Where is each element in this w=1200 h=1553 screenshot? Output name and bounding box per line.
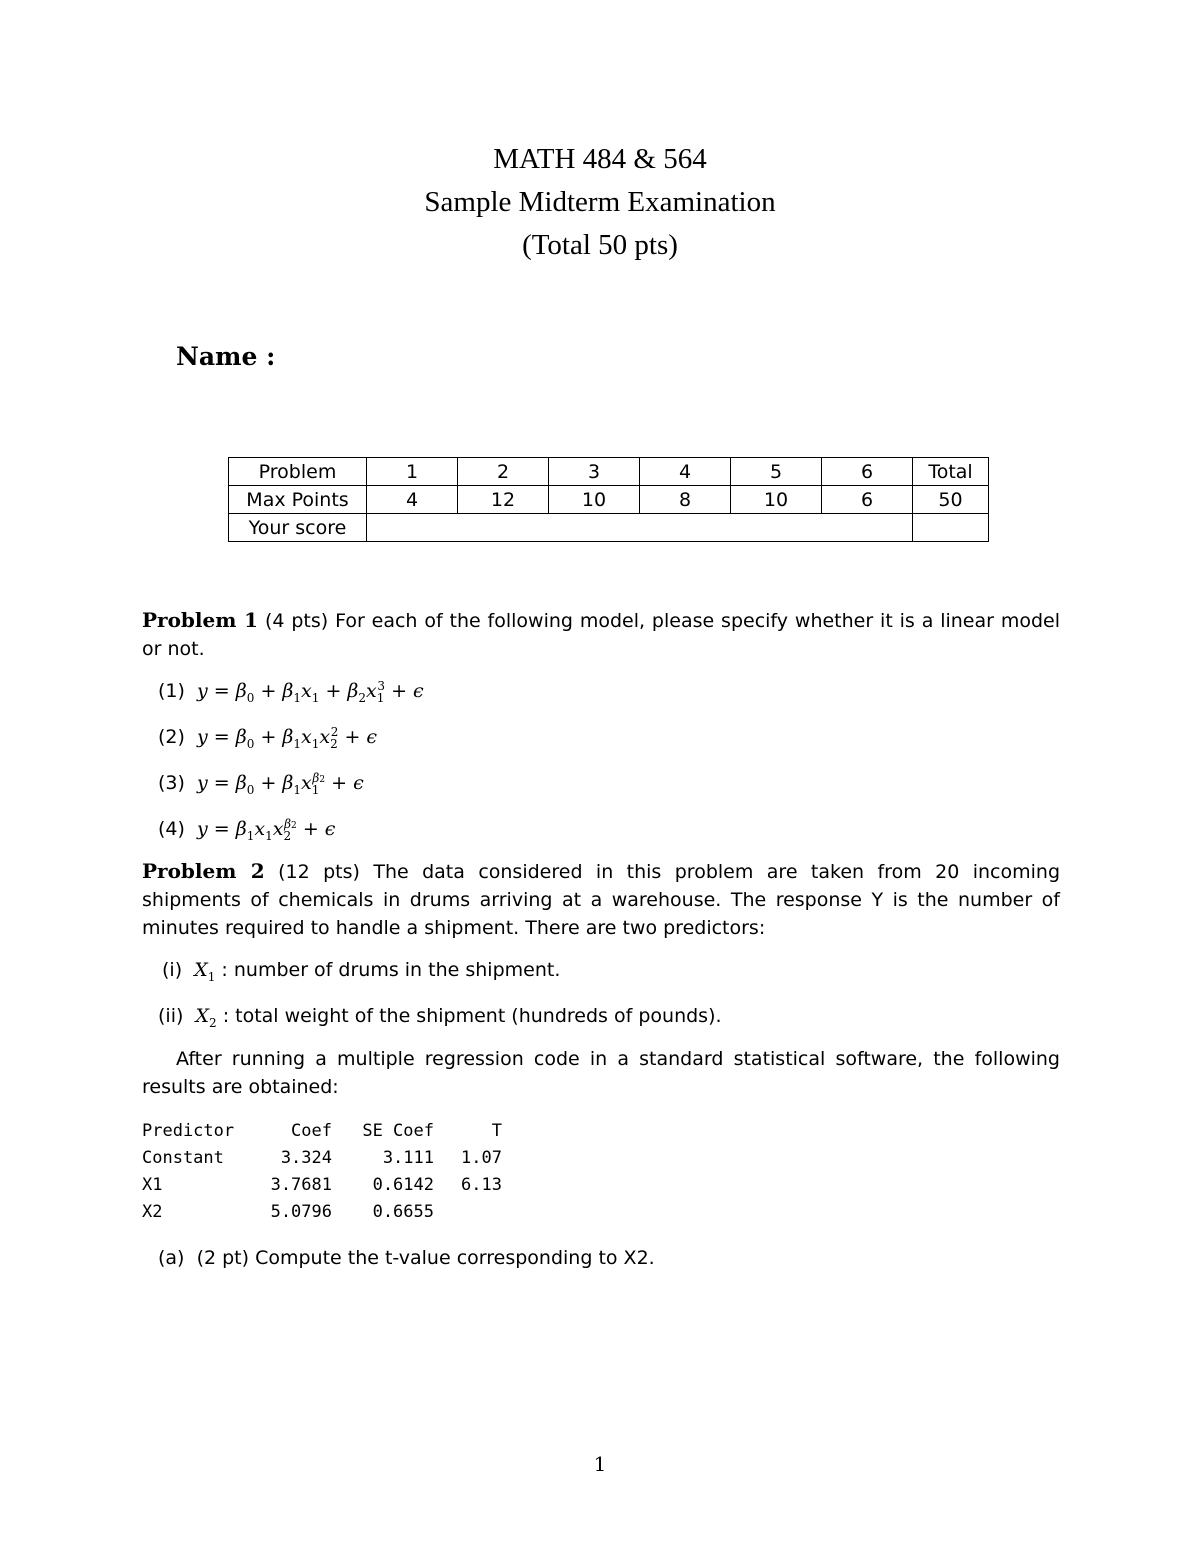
regression-cell: 3.324 (280, 1148, 332, 1168)
score-cell: 4 (640, 458, 731, 486)
total-cell: Total (913, 458, 989, 486)
problem1-intro (142, 606, 1060, 663)
course-title: MATH 484 & 564 (493, 143, 707, 175)
score-cell: 5 (731, 458, 822, 486)
total-score-entry-cell[interactable] (913, 514, 989, 542)
score-table-row (229, 458, 989, 486)
predictor-1-marker: (i) (162, 959, 183, 981)
score-cell: 6 (822, 458, 913, 486)
problem1-points: (4 pts) (264, 610, 329, 632)
problem2-heading: Problem 2 (142, 859, 265, 883)
score-table (228, 457, 989, 542)
score-row-label: Your score (229, 514, 367, 542)
name-label: Name : (176, 342, 276, 371)
score-cell: 8 (640, 486, 731, 514)
score-row-label: Problem (229, 458, 367, 486)
part-a (158, 1244, 655, 1272)
regression-cell (434, 1199, 502, 1226)
model-4 (158, 815, 335, 843)
regression-row (142, 1172, 502, 1199)
model-4-equation: $y = \beta_1x_1x_2^{\beta 2} + \epsilon$ (197, 816, 336, 843)
model-2-marker: (2) (158, 726, 185, 748)
model-3 (158, 769, 364, 797)
score-cell: 1 (367, 458, 458, 486)
regression-row (142, 1145, 502, 1172)
score-entry-cell[interactable] (367, 514, 913, 542)
model-2-equation: $y = \beta_0 + \beta_1x_1x_2^2 + \epsilon$ (197, 724, 378, 751)
regression-header-cell: Predictor (142, 1121, 235, 1141)
regression-cell: 3.111 (382, 1148, 434, 1168)
exam-title: Sample Midterm Examination (424, 186, 776, 218)
regression-cell: X1 (142, 1175, 163, 1195)
predictor-1-text: : number of drums in the shipment. (221, 959, 561, 981)
regression-cell: 0.6655 (372, 1202, 434, 1222)
regression-cell: 3.7681 (270, 1175, 332, 1195)
model-4-marker: (4) (158, 818, 185, 840)
regression-header-cell: SE Coef (362, 1121, 434, 1141)
score-cell: 10 (731, 486, 822, 514)
score-cell: 2 (458, 458, 549, 486)
predictor-2-text: : total weight of the shipment (hundreds of pounds). (222, 1005, 722, 1027)
model-2 (158, 723, 377, 751)
regression-header-cell: T (491, 1121, 502, 1141)
problem2-text: The data considered in this problem are taken from 20 incoming shipments of chemicals in drums arriving at a warehouse. The response Y is the number of minutes required to handle a shipment. There are two predictors: (142, 861, 1061, 939)
regression-header-row (142, 1118, 502, 1145)
model-3-equation: $y = \beta_0 + \beta_1x_1^{\beta 2} + \epsilon$ (197, 770, 364, 797)
predictor-2-symbol: $X_2$ (195, 1005, 217, 1030)
model-3-marker: (3) (158, 772, 185, 794)
score-cell: 3 (549, 458, 640, 486)
exam-total: (Total 50 pts) (522, 229, 678, 261)
predictor-1-symbol: $X_1$ (194, 959, 216, 984)
part-a-text: (2 pt) Compute the t-value corresponding to X2. (196, 1247, 655, 1269)
total-cell: 50 (913, 486, 989, 514)
regression-cell: 5.0796 (270, 1202, 332, 1222)
regression-output (142, 1118, 502, 1226)
regression-cell: 6.13 (461, 1175, 502, 1195)
problem1-heading: Problem 1 (142, 608, 259, 632)
page-number: 1 (593, 1452, 607, 1476)
score-table-row (229, 486, 989, 514)
score-table-row (229, 514, 989, 542)
score-cell: 12 (458, 486, 549, 514)
score-cell: 10 (549, 486, 640, 514)
regression-cell: 0.6142 (372, 1175, 434, 1195)
exam-title-block (0, 138, 1200, 267)
model-1 (158, 677, 424, 705)
regression-row (142, 1199, 502, 1226)
model-1-equation: $y = \beta_0 + \beta_1x_1 + \beta_2x_1^3 + \epsilon$ (197, 678, 424, 705)
predictor-2 (158, 1002, 722, 1030)
regression-intro: After running a multiple regression code in a standard statistical software, the following results are obtained: (142, 1048, 1060, 1098)
score-cell: 6 (822, 486, 913, 514)
regression-header-cell: Coef (291, 1121, 332, 1141)
predictor-2-marker: (ii) (158, 1005, 184, 1027)
score-row-label: Max Points (229, 486, 367, 514)
problem2-intro (142, 857, 1060, 942)
score-cell: 4 (367, 486, 458, 514)
problem2-points: (12 pts) (278, 861, 360, 883)
predictor-1 (162, 956, 560, 984)
regression-cell: 1.07 (461, 1148, 502, 1168)
regression-cell: Constant (142, 1148, 224, 1168)
regression-cell: X2 (142, 1202, 163, 1222)
model-1-marker: (1) (158, 680, 185, 702)
part-a-marker: (a) (158, 1247, 185, 1269)
problem1-text: For each of the following model, please specify whether it is a linear model or not. (142, 610, 1060, 660)
